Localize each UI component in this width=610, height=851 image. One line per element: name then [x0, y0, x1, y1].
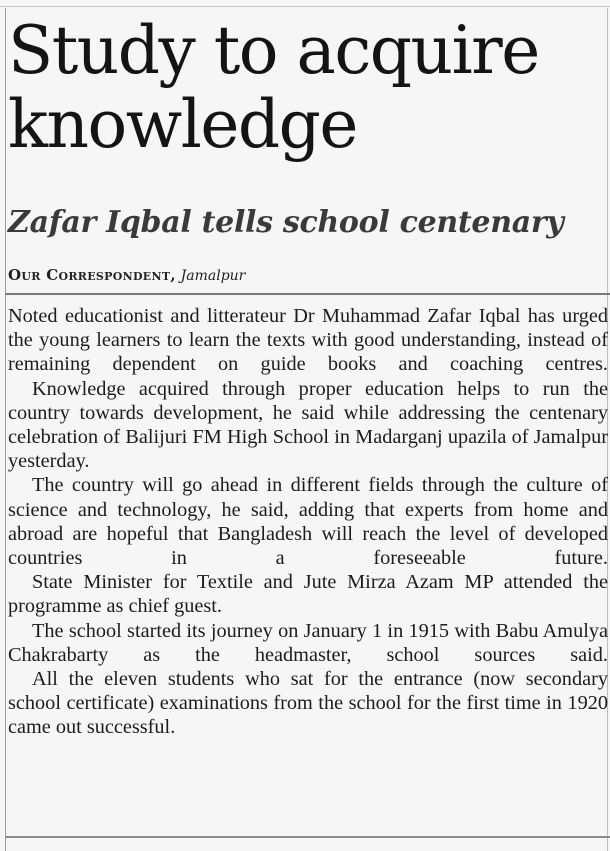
paragraph: State Minister for Textile and Jute Mirza Azam MP attended the programme as chief guest. — [8, 571, 608, 618]
top-border-rule — [0, 6, 610, 7]
subheadline: Zafar Iqbal tells school centenary — [8, 205, 564, 240]
paragraph: The country will go ahead in different fields through the culture of science and technology, he said, adding that experts from home and abroad are hopeful that Bangladesh will reach the level of developed countries in a foreseeable future. — [8, 474, 608, 570]
paragraph: Noted educationist and litterateur Dr Muhammad Zafar Iqbal has urged the young learners to learn the texts with good understanding, instead of remaining dependent on guide books and coaching centres. — [8, 305, 608, 376]
byline-location: Jamalpur — [180, 268, 246, 284]
article-body — [8, 304, 608, 740]
paragraph: All the eleven students who sat for the entrance (now secondary school certificate) examinations from the school for the first time in 1920 came out successful. — [8, 668, 608, 739]
bottom-border-rule — [5, 836, 610, 838]
paragraph: Knowledge acquired through proper education helps to run the country towards development, he said while addressing the centenary celebration of Balijuri FM High School in Madarganj upazila of Jamalpur yesterday. — [8, 377, 608, 473]
byline-author: Our Correspondent, — [8, 266, 176, 284]
byline-divider — [5, 293, 610, 295]
left-column-rule — [5, 8, 6, 851]
paragraph: The school started its journey on January 1 in 1915 with Babu Amulya Chakrabarty as the headmaster, school sources said. — [8, 619, 608, 666]
headline: Study to acquire knowledge — [8, 12, 539, 163]
byline — [8, 264, 245, 287]
